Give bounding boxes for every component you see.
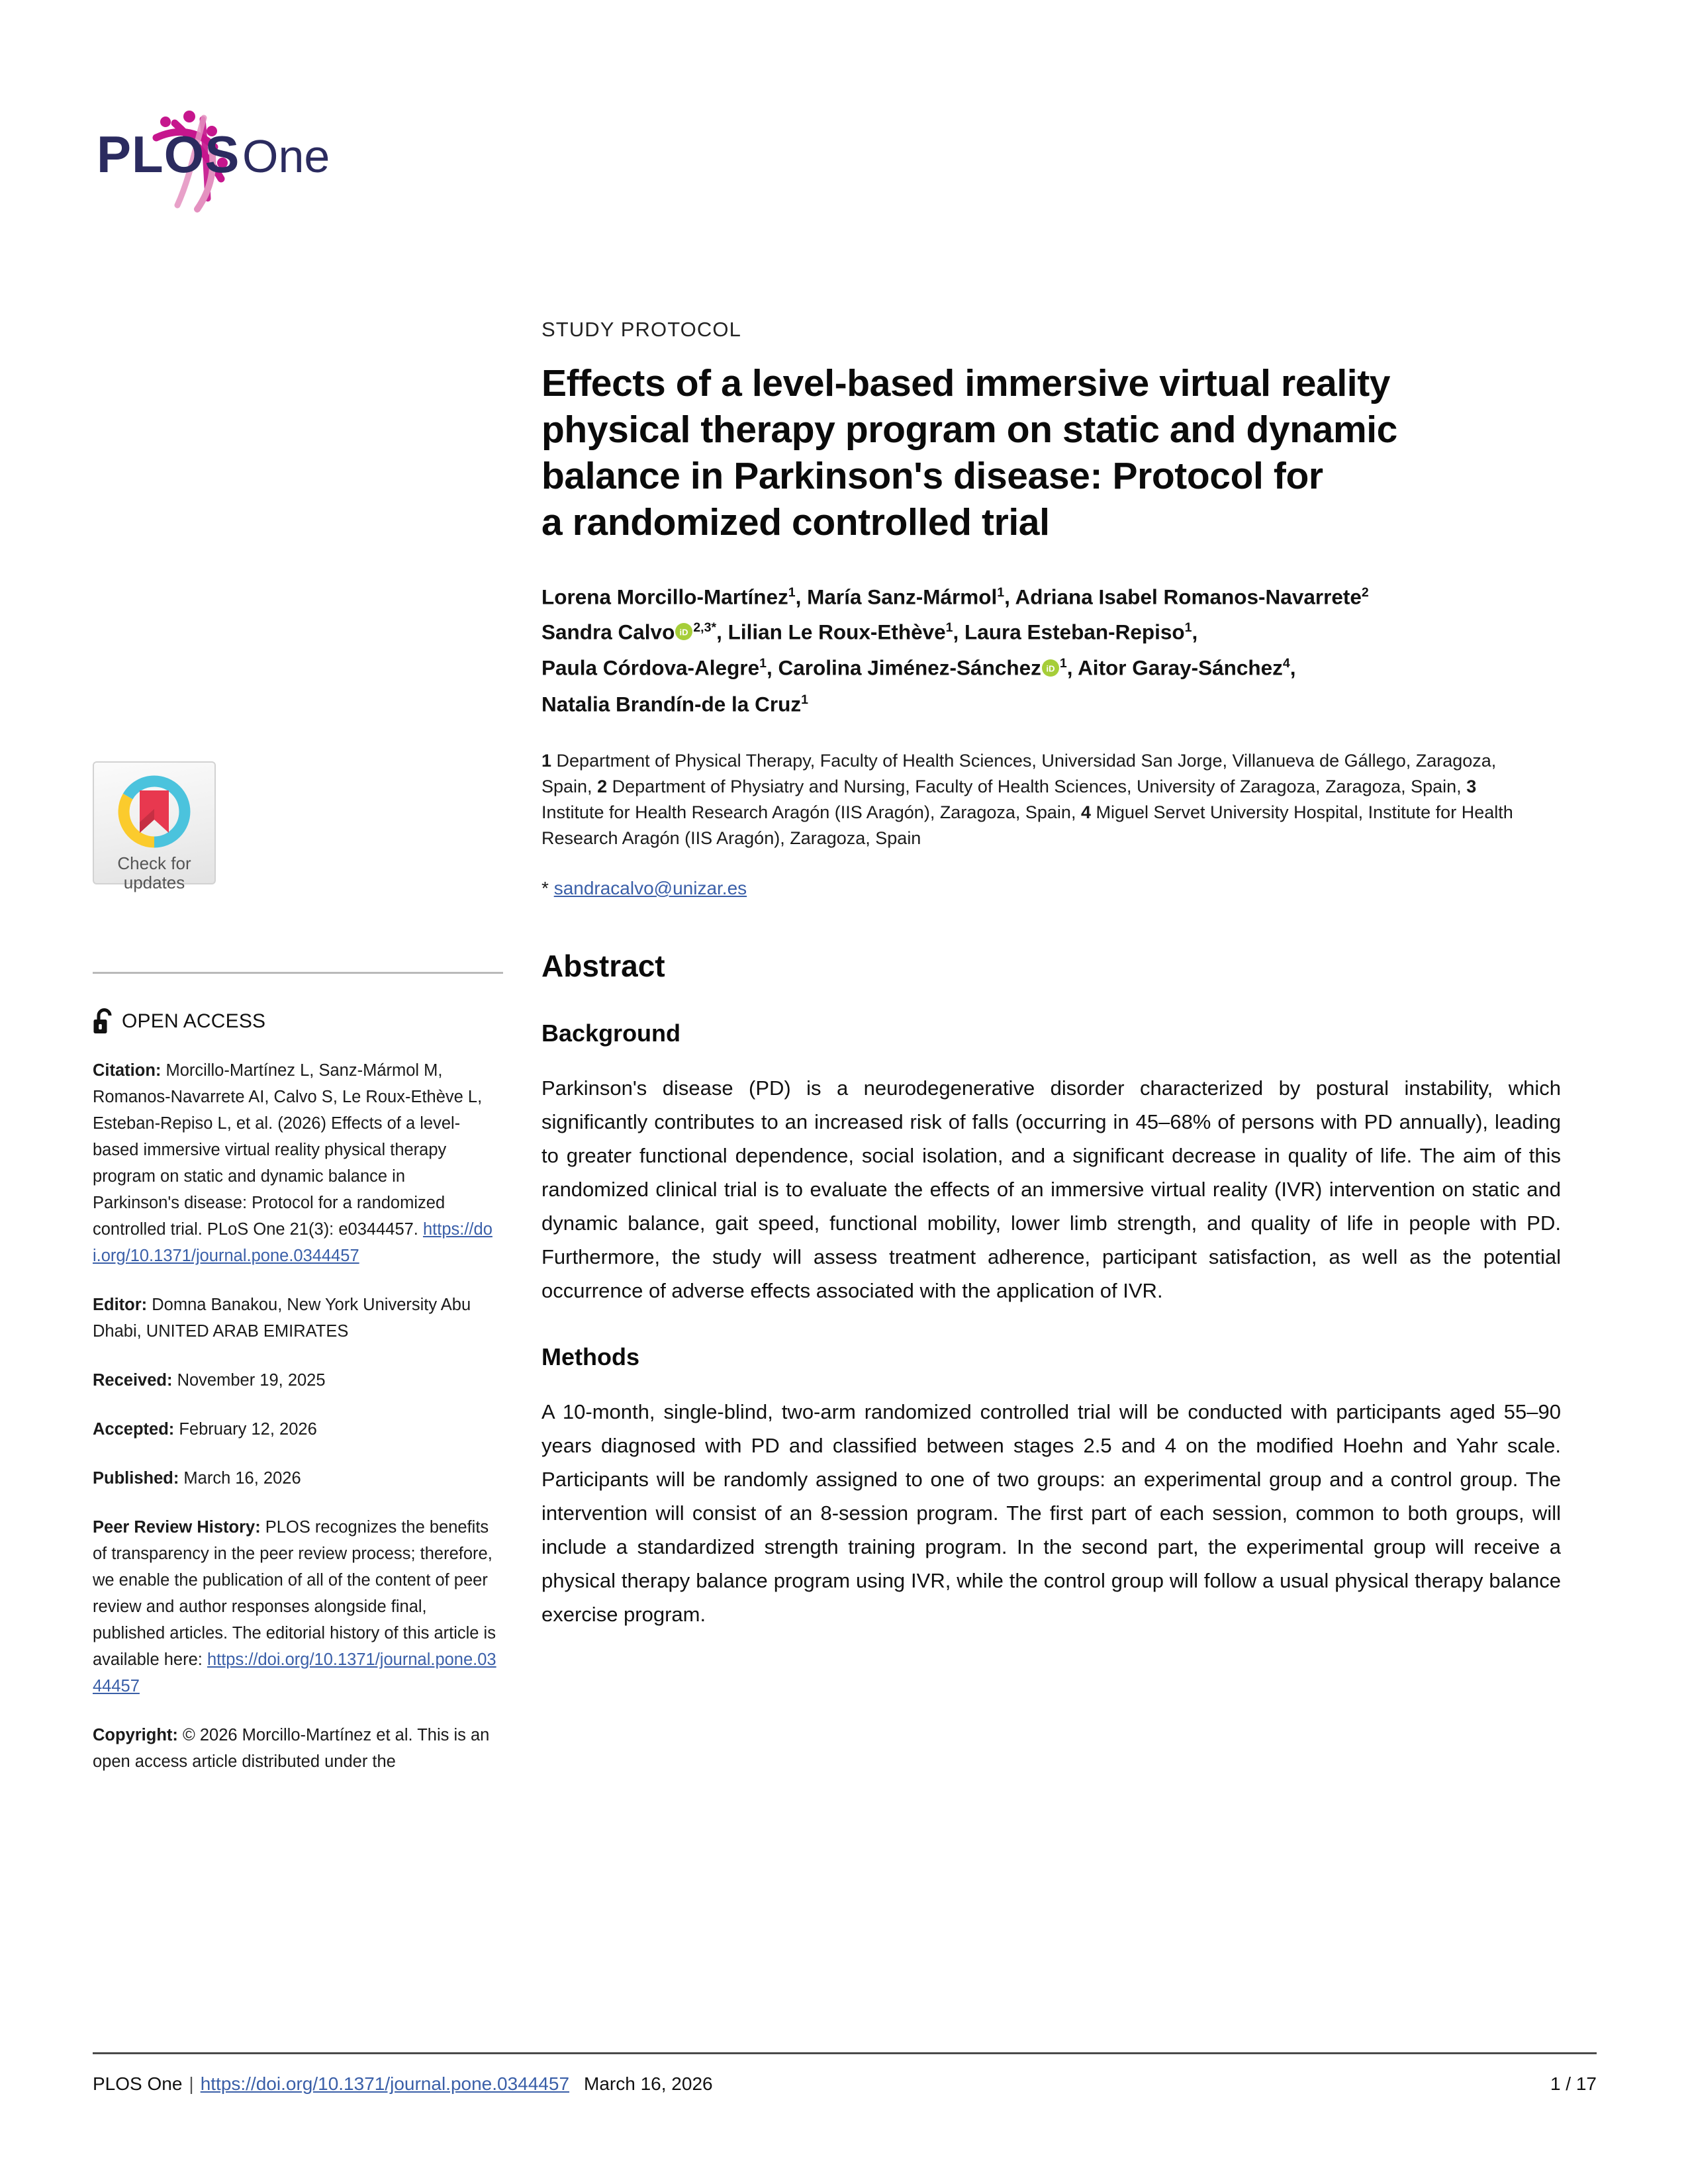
author-affil-sup: 1 — [788, 585, 796, 600]
crossmark-check-for-updates-badge[interactable] — [93, 761, 216, 892]
article-main-column — [541, 318, 1561, 1652]
article-title — [541, 360, 1561, 546]
author-name: Natalia Brandín-de la Cruz — [541, 692, 802, 716]
svg-text:One: One — [242, 130, 330, 182]
orcid-id-icon[interactable] — [1042, 654, 1059, 685]
editor-label: Editor: — [93, 1296, 148, 1314]
author-affil-sup: 1 — [801, 692, 808, 707]
author-affil-sup: 1 — [997, 585, 1005, 600]
author-affil-sup: 1 — [1059, 656, 1067, 671]
received-block — [93, 1367, 496, 1394]
abstract-heading: Abstract — [541, 949, 665, 983]
citation-block — [93, 1057, 496, 1269]
copyright-block — [93, 1722, 496, 1775]
affiliation-list — [541, 748, 1541, 851]
affiliation-number: 2 — [597, 777, 608, 796]
editor-text: Domna Banakou, New York University Abu Dhabi, UNITED ARAB EMIRATES — [93, 1296, 471, 1341]
author-name: Carolina Jiménez-Sánchez — [778, 655, 1041, 680]
author-affil-sup: 2 — [1361, 585, 1369, 600]
crossmark-label: Check for updates — [117, 853, 191, 892]
published-date: March 16, 2026 — [179, 1469, 301, 1488]
article-sidebar — [93, 761, 503, 1775]
footer-divider — [93, 2052, 1597, 2054]
article-type-kicker: STUDY PROTOCOL — [541, 318, 741, 341]
footer-page-number: 1 / 17 — [1550, 2073, 1597, 2094]
corresponding-author-line — [541, 878, 1561, 899]
footer-journal-name: PLOS One — [93, 2073, 183, 2094]
page-footer — [93, 2073, 1597, 2095]
svg-text:iD: iD — [679, 627, 688, 638]
affiliation-text: Miguel Servet University Hospital, Institute for Health Research Aragón (IIS Aragón), Zaragoza, Spain — [541, 802, 1513, 848]
author-name: Laura Esteban-Repiso — [964, 620, 1185, 643]
affiliation-number: 3 — [1466, 777, 1477, 796]
author-list: Lorena Morcillo-Martínez$^1$, María Sanz-Mármol$^1$, Adriana Isabel Romanos-Navarrete$^2$ Sandra Calvo iD $^{2,3*}$, Lilian Le Roux-Ethève$^1$, Laura Esteban-Repiso$^1$, Paula Córdova-Alegre$^1$, Carolina Jiménez-Sánchez iD $^1$, Aitor Garay-Sánchez$^4$, Natalia Brandín-de la Cruz$^1$ — [541, 585, 1369, 716]
affiliation-text: Department of Physiatry and Nursing, Faculty of Health Sciences, University of Zaragoza, Zaragoza, Spain, — [607, 777, 1467, 796]
affiliation-number: 1 — [541, 751, 552, 771]
footer-doi-link[interactable]: https://doi.org/10.1371/journal.pone.0344457 — [200, 2073, 570, 2094]
affiliation-text: Department of Physical Therapy, Faculty of Health Sciences, Universidad San Jorge, Villanueva de Gállego, Zaragoza, Spain, — [541, 751, 1497, 796]
author-name: Paula Córdova-Alegre — [541, 655, 760, 680]
plos-one-logo — [91, 99, 436, 225]
peer-review-doi-link[interactable]: https://doi.org/10.1371/journal.pone.0344457 — [93, 1650, 496, 1695]
author-affil-sup: 1 — [1184, 620, 1192, 635]
peer-review-label: Peer Review History: — [93, 1518, 261, 1537]
open-access-label: OPEN ACCESS — [122, 1010, 266, 1032]
copyright-label: Copyright: — [93, 1726, 178, 1744]
title-line-1: Effects of a level-based immersive virtual reality — [541, 362, 1391, 404]
received-date: November 19, 2025 — [172, 1371, 326, 1390]
author-name: Aitor Garay-Sánchez — [1078, 655, 1283, 680]
copyright-text: © 2026 Morcillo-Martínez et al. This is an open access article distributed under the — [93, 1726, 490, 1771]
footer-date: March 16, 2026 — [584, 2073, 713, 2094]
svg-text:PLOS: PLOS — [97, 125, 240, 183]
title-line-2: physical therapy program on static and dynamic — [541, 408, 1397, 451]
open-access-badge — [93, 1008, 503, 1035]
author-affil-sup: 4 — [1282, 656, 1290, 671]
author-affil-sup: 1 — [945, 620, 953, 635]
published-block — [93, 1465, 496, 1492]
author-name: Sandra Calvo — [541, 620, 675, 643]
crossmark-icon — [115, 772, 194, 851]
background-paragraph: Parkinson's disease (PD) is a neurodegenerative disorder characterized by postural instability, which significantly contributes to an increased risk of falls (occurring in 45–68% of persons with PD annually), leading to greater functional dependence, social isolation, and a significant decrease in quality of life. The aim of this randomized clinical trial is to evaluate the effects of an immersive virtual reality (IVR) intervention on static and dynamic balance, gait speed, functional mobility, lower limb strength, and quality of life in people with PD. Furthermore, the study will assess treatment adherence, participant satisfaction, as well as the potential occurrence of adverse effects associated with the application of IVR. — [541, 1076, 1561, 1302]
author-name: Adriana Isabel Romanos-Navarrete — [1015, 585, 1362, 609]
accepted-block — [93, 1416, 496, 1443]
corresponding-email-link[interactable]: sandracalvo@unizar.es — [553, 878, 747, 898]
peer-review-history-block — [93, 1514, 496, 1699]
footer-separator: | — [189, 2073, 194, 2094]
citation-label: Citation: — [93, 1061, 162, 1080]
author-affil-sup: 2,3* — [693, 620, 717, 635]
background-heading: Background — [541, 1020, 681, 1047]
svg-text:iD: iD — [1046, 663, 1055, 673]
published-label: Published: — [93, 1469, 179, 1488]
orcid-id-icon[interactable] — [675, 618, 692, 648]
affiliation-number: 4 — [1080, 802, 1091, 822]
author-affil-sup: 1 — [759, 656, 767, 671]
received-label: Received: — [93, 1371, 173, 1390]
citation-text: Morcillo-Martínez L, Sanz-Mármol M, Romanos-Navarrete AI, Calvo S, Le Roux-Ethève L, Esteban-Repiso L, et al. (2026) Effects of a level-based immersive virtual reality physical therapy program on static and dynamic balance in Parkinson's disease: Protocol for a randomized controlled trial. PLoS One 21(3): e0344457. — [93, 1061, 483, 1239]
author-name: Lorena Morcillo-Martínez — [541, 585, 788, 609]
methods-paragraph: A 10-month, single-blind, two-arm randomized controlled trial will be conducted with participants aged 55–90 years diagnosed with PD and classified between stages 2.5 and 4 on the modified Hoehn and Yahr scale. Participants will be randomly assigned to one of two groups: an experimental group and a control group. The intervention will consist of an 8-session program. The first part of each session, common to both groups, will include a standardized strength training program. In the second part, the experimental group will receive a physical therapy balance program using IVR, while the control group will follow a usual physical therapy balance exercise program. — [541, 1400, 1561, 1626]
title-line-3: balance in Parkinson's disease: Protocol for — [541, 455, 1323, 497]
methods-heading: Methods — [541, 1343, 639, 1370]
peer-review-text: PLOS recognizes the benefits of transparency in the peer review process; therefore, we enable the publication of all of the content of peer review and author responses alongside final, published articles. The editorial history of this article is available here: — [93, 1518, 496, 1669]
accepted-date: February 12, 2026 — [174, 1420, 317, 1439]
editor-block — [93, 1292, 496, 1345]
affiliation-text: Institute for Health Research Aragón (IIS Aragón), Zaragoza, Spain, — [541, 802, 1081, 822]
author-name: Lilian Le Roux-Ethève — [727, 620, 946, 643]
sidebar-divider — [93, 972, 503, 974]
title-line-4: a randomized controlled trial — [541, 501, 1050, 544]
open-lock-icon — [93, 1008, 115, 1035]
author-name: María Sanz-Mármol — [807, 585, 998, 609]
citation-doi-link[interactable]: https://doi.org/10.1371/journal.pone.0344457 — [93, 1220, 492, 1265]
accepted-label: Accepted: — [93, 1420, 175, 1439]
corresponding-star: * — [541, 878, 549, 898]
